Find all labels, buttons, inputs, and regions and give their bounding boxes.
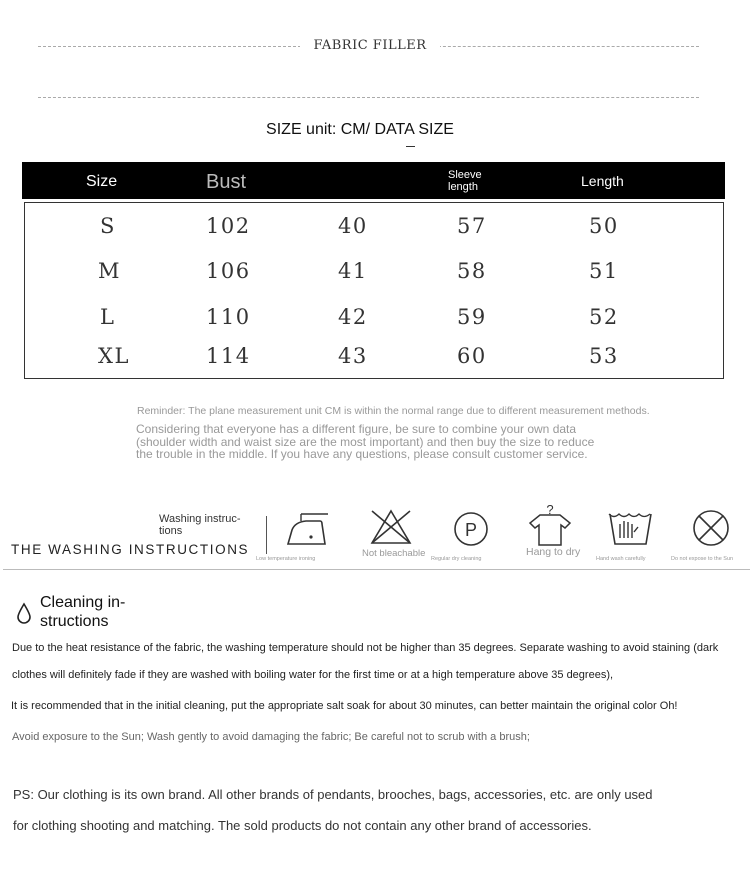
cell-length: 51 [589,259,619,283]
divider-left [38,46,306,47]
cleaning-paragraph-2: It is recommended that in the initial cleaning, put the appropriate salt soak for about 30 minutes, can better maintain the original color Oh! [11,700,678,712]
cell-size: M [98,259,122,283]
divider-right [433,46,699,47]
hang-dry-icon [526,503,574,547]
wash-label-dry-clean: Regular dry cleaning [431,556,482,562]
cell-size: L [100,305,116,329]
cleaning-title-2: structions [40,613,109,630]
header-size: Size [86,173,118,190]
cell-size: S [100,214,116,238]
no-bleach-icon [369,508,413,546]
cell-bust: 114 [206,344,251,368]
ps-line-2: for clothing shooting and matching. The sold products do not contain any other brand of accessories. [13,818,592,833]
cell-sleeve: 60 [457,344,487,368]
cell-sleeve: 58 [457,259,487,283]
fabric-title: FABRIC FILLER [300,38,440,53]
header-sleeve: Sleeve [448,169,482,181]
water-drop-icon [16,602,32,624]
cell-bust: 106 [206,259,251,283]
cell-sleeve: 59 [457,305,487,329]
washing-heading: THE WASHING INSTRUCTIONS [11,542,250,557]
header-bust: Bust [206,171,247,193]
cleaning-paragraph-1b: clothes will definitely fade if they are washed with boiling water for the first time or at a high temperature above 35 degrees), [12,669,614,681]
cell-col3: 43 [338,344,368,368]
wash-label-no-sun: Do not expose to the Sun [671,556,734,562]
reminder-line-1: Reminder: The plane measurement unit CM is within the normal range due to different measurement methods. [137,405,650,417]
section-divider [3,569,750,570]
dry-clean-icon [452,510,490,548]
wash-label-hand-wash: Hand wash carefully [596,556,646,562]
cell-length: 52 [589,305,619,329]
cell-bust: 110 [206,305,251,329]
cell-length: 50 [589,214,619,238]
cell-col3: 40 [338,214,368,238]
reminder-line-2: Considering that everyone has a different figure, be sure to combine your own data [136,422,577,436]
wash-label-hang-dry: Hang to dry [526,546,581,558]
hand-wash-icon [606,508,654,548]
ps-line-1: PS: Our clothing is its own brand. All other brands of pendants, brooches, bags, accessories, etc. are only used [13,787,653,802]
size-table-header [22,162,725,199]
size-caption: SIZE unit: CM/ DATA SIZE [266,121,454,138]
cell-bust: 102 [206,214,251,238]
cell-size: XL [98,344,130,368]
cell-col3: 41 [338,259,368,283]
divider-full [38,97,699,98]
cleaning-title-1: Cleaning in- [40,594,126,611]
header-length: Length [581,173,624,189]
wash-label-no-bleach: Not bleachable [362,548,426,559]
cell-length: 53 [589,344,619,368]
cell-sleeve: 57 [457,214,487,238]
washing-subheading-2: tions [159,525,183,537]
cleaning-paragraph-1: Due to the heat resistance of the fabric, the washing temperature should not be higher than 35 degrees. Separate washing to avoid staining (dark [12,642,719,654]
washing-subheading-1: Washing instruc- [159,513,241,525]
reminder-line-4: the trouble in the middle. If you have any questions, please consult customer service. [136,447,588,461]
iron-icon [286,512,334,548]
cleaning-paragraph-3: Avoid exposure to the Sun; Wash gently to avoid damaging the fabric; Be careful not to scrub with a brush; [12,731,530,743]
size-table-body [24,202,724,379]
header-sleeve-length: length [448,181,478,193]
hang-dry-symbol: ? [546,503,554,517]
reminder-line-3: (shoulder width and waist size are the most important) and then buy the size to reduce [136,435,595,449]
washing-separator [266,516,267,554]
caption-underline [406,146,415,147]
cell-col3: 42 [338,305,368,329]
dry-clean-symbol: P [464,520,478,540]
no-sun-icon [691,508,731,548]
wash-label-iron: Low temperature ironing [256,556,316,562]
